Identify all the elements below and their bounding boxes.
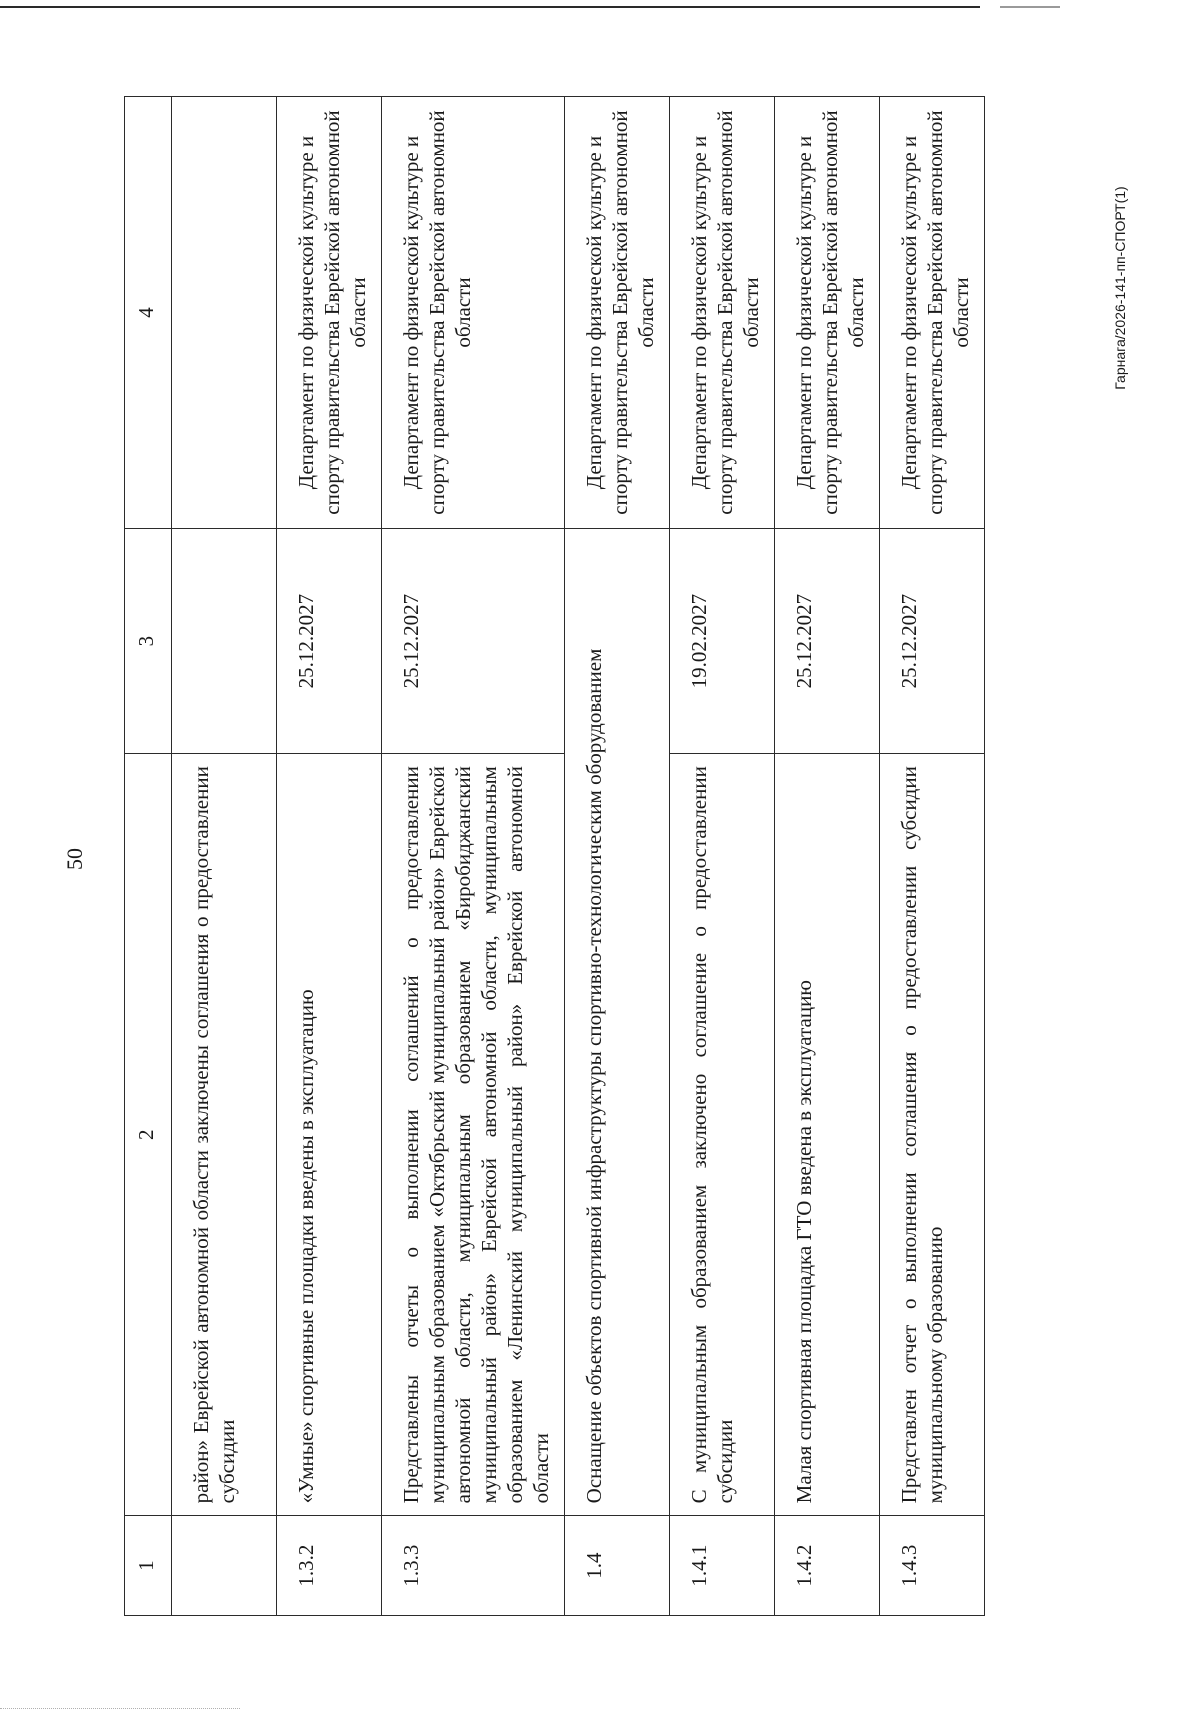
row-responsible: Департамент по физической культуре и спорту правительства Еврейской автономной области	[565, 97, 670, 529]
row-number: 1.4.1	[670, 1516, 775, 1616]
row-responsible: Департамент по физической культуре и спорту правительства Еврейской автономной области	[670, 97, 775, 529]
plan-table	[124, 96, 985, 1616]
table-row	[565, 97, 670, 1616]
row-date: 25.12.2027	[775, 529, 880, 754]
row-text: «Умные» спортивные площадки введены в эксплуатацию	[277, 754, 382, 1516]
table-row	[670, 97, 775, 1616]
row-text: район» Еврейской автономной области заключены соглашения о предоставлении субсидии	[172, 754, 277, 1516]
header-col-1: 1	[125, 1516, 172, 1616]
row-responsible: Департамент по физической культуре и спорту правительства Еврейской автономной области	[775, 97, 880, 529]
header-col-2: 2	[125, 754, 172, 1516]
table-row	[172, 97, 277, 1616]
row-number	[172, 1516, 277, 1616]
row-responsible: Департамент по физической культуре и спорту правительства Еврейской автономной области	[880, 97, 985, 529]
row-number: 1.4.3	[880, 1516, 985, 1616]
row-number: 1.4	[565, 1516, 670, 1616]
row-date: 19.02.2027	[670, 529, 775, 754]
row-number: 1.4.2	[775, 1516, 880, 1616]
row-number: 1.3.2	[277, 1516, 382, 1616]
row-number: 1.3.3	[382, 1516, 565, 1616]
table-row	[277, 97, 382, 1616]
header-col-3: 3	[125, 529, 172, 754]
document-id-footer: Гарнага/2026-141-пп-СПОРТ(1)	[1112, 186, 1128, 390]
row-responsible: Департамент по физической культуре и спорту правительства Еврейской автономной области	[277, 97, 382, 529]
row-text: Представлен отчет о выполнении соглашения о предоставлении субсидии муниципальному образованию	[880, 754, 985, 1516]
table-row	[382, 97, 565, 1616]
row-text-merged: Оснащение объектов спортивной инфраструктуры спортивно-технологическим оборудованием	[565, 529, 670, 1516]
row-responsible: Департамент по физической культуре и спорту правительства Еврейской автономной области	[382, 97, 565, 529]
table-row	[775, 97, 880, 1616]
page-number: 50	[62, 848, 87, 870]
row-date: 25.12.2027	[880, 529, 985, 754]
row-text: Малая спортивная площадка ГТО введена в эксплуатацию	[775, 754, 880, 1516]
table-header-row	[125, 97, 172, 1616]
table-row	[880, 97, 985, 1616]
row-date	[172, 529, 277, 754]
row-text: С муниципальным образованием заключено соглашение о предоставлении субсидии	[670, 754, 775, 1516]
row-responsible	[172, 97, 277, 529]
row-text: Представлены отчеты о выполнении соглашений о предоставлении муниципальным образованием «Октябрьский муниципальный район» Еврейской автономной области, муниципальным образованием «Биробиджанский муниципальный район» Еврейской автономной области, муниципальным образованием «Ленинский муниципальный район» Еврейской автономной области	[382, 754, 565, 1516]
row-date: 25.12.2027	[277, 529, 382, 754]
row-date: 25.12.2027	[382, 529, 565, 754]
header-col-4: 4	[125, 97, 172, 529]
